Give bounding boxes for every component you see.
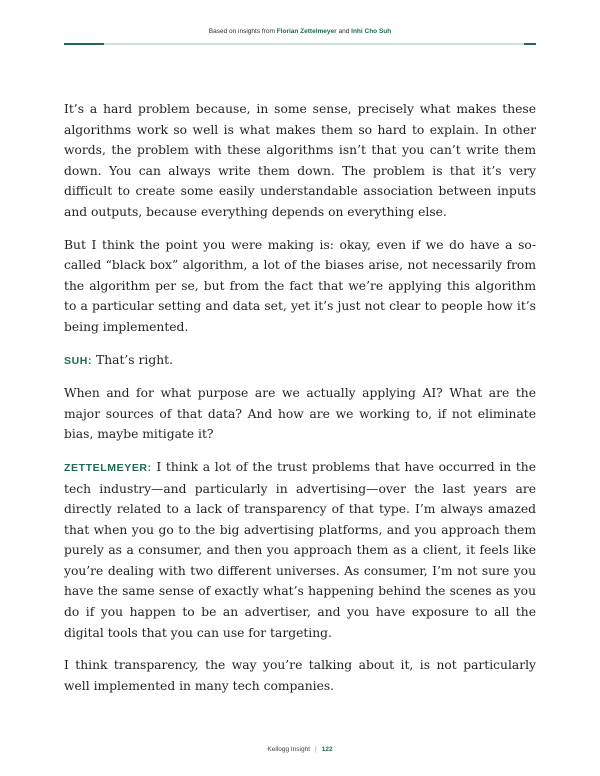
paragraph-text: That’s right.: [96, 352, 173, 367]
paragraph: [64, 457, 536, 643]
header-rule: [64, 43, 536, 45]
paragraph: [64, 655, 536, 696]
paragraph-text: But I think the point you were making is: okay, even if we do have a so-called “black box” algorithm, a lot of the biases arise, not necessarily from the algorithm per se, but from the fact that we’re applying this algorithm to a particular setting and data set, yet it’s just not clear to people how it’s being implemented.: [64, 237, 536, 334]
paragraph-text: I think transparency, the way you’re talking about it, is not particularly well implemented in many tech companies.: [64, 658, 536, 693]
running-header: [64, 28, 536, 35]
paragraph-text: I think a lot of the trust problems that have occurred in the tech industry—and particularly in advertising—over the last years are directly related to a lack of transparency of that type. I’m always amazed that when you go to the big advertising platforms, and you approach them purely as a consumer, and then you approach them as a client, it feels like you’re dealing with two different universes. As consumer, I’m not sure you have the same sense of exactly what’s happening behind the scenes as you do if you happen to be an advertiser, and you have exposure to all the digital tools that you can use for targeting.: [64, 459, 536, 640]
footer-separator: |: [315, 746, 317, 753]
header-author-zettelmeyer: Florian Zettelmeyer: [276, 28, 337, 35]
paragraph-text: When and for what purpose are we actually applying AI? What are the major sources of that data? And how are we working to, if not eliminate bias, maybe mitigate it?: [64, 386, 536, 442]
paragraph: [64, 99, 536, 223]
footer-publication: Kellogg Insight: [267, 746, 311, 753]
page-footer: [64, 746, 536, 753]
page-number: 122: [321, 746, 333, 753]
paragraph: [64, 383, 536, 445]
paragraph-text: It’s a hard problem because, in some sense, precisely what makes these algorithms work so well is what makes them so hard to explain. In other words, the problem with these algorithms isn’t that you can’t write them down. You can always write them down. The problem is that it’s very difficult to create some easily understandable association between inputs and outputs, because everything depends on everything else.: [64, 102, 536, 219]
paragraph: [64, 350, 536, 372]
header-author-suh: Inhi Cho Suh: [351, 28, 392, 35]
speaker-label-suh: SUH:: [64, 354, 93, 367]
paragraph: [64, 235, 536, 338]
speaker-label-zettelmeyer: ZETTELMEYER:: [64, 461, 152, 474]
article-body: [64, 99, 536, 708]
header-conjunction: and: [336, 28, 352, 35]
header-prefix: Based on insights from: [208, 28, 277, 35]
